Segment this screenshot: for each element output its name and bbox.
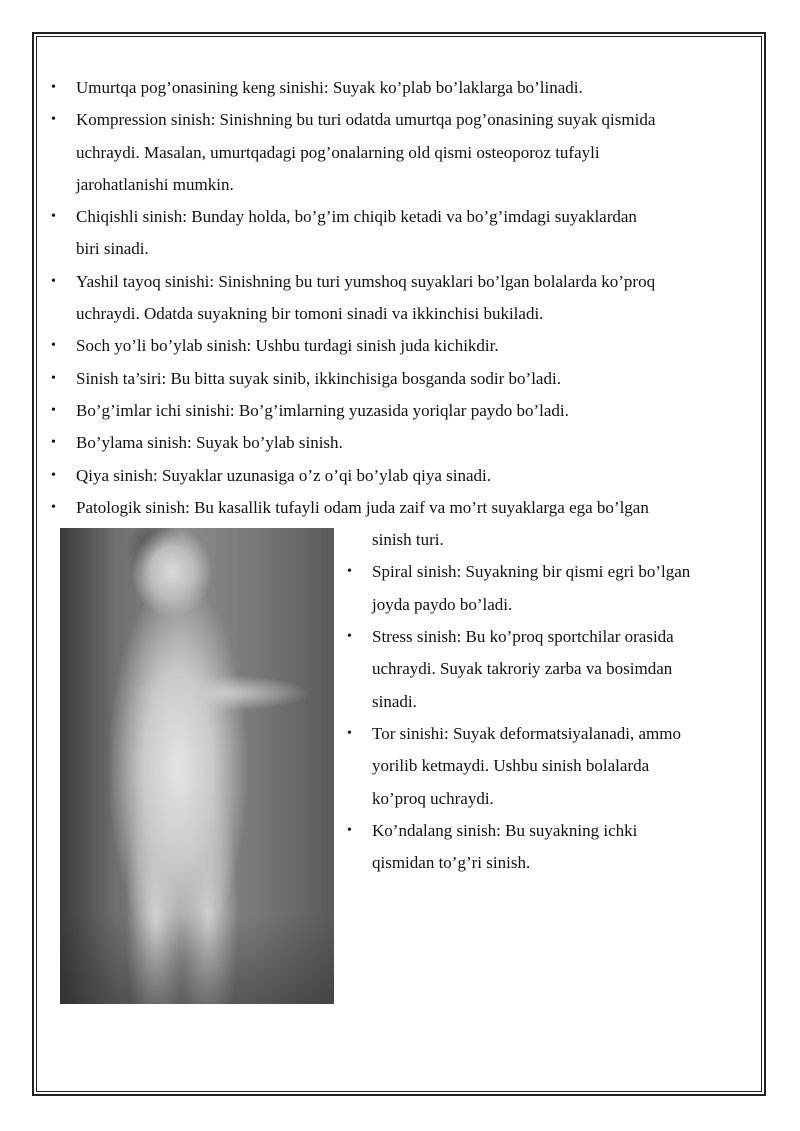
list-item-text: Spiral sinish: Suyakning bir qismi egri bo’lgan bbox=[372, 562, 691, 582]
list-item bbox=[48, 363, 738, 395]
list-item bbox=[48, 72, 738, 104]
list-item-text: biri sinadi. bbox=[76, 239, 149, 259]
side-fracture-list bbox=[344, 556, 738, 879]
list-item-text: Qiya sinish: Suyaklar uzunasiga o’z o’qi bo’ylab qiya sinadi. bbox=[76, 465, 491, 485]
fracture-types-list bbox=[48, 72, 738, 524]
list-item bbox=[48, 427, 738, 459]
bullet-icon: • bbox=[51, 80, 56, 95]
bullet-icon: • bbox=[51, 273, 56, 289]
list-item bbox=[48, 492, 738, 524]
list-item bbox=[48, 266, 738, 331]
bullet-icon: • bbox=[51, 435, 56, 451]
document-body bbox=[48, 72, 738, 1004]
list-item-text: uchraydi. Suyak takroriy zarba va bosimdan bbox=[372, 659, 673, 679]
list-item bbox=[344, 718, 738, 815]
child-photo bbox=[60, 528, 334, 1004]
list-item-text: Patologik sinish: Bu kasallik tufayli odam juda zaif va mo’rt suyaklarga ega bo’lgan bbox=[76, 497, 649, 517]
image-wrap-area bbox=[48, 524, 738, 1004]
list-item bbox=[48, 201, 738, 266]
list-item-text: Soch yo’li bo’ylab sinish: Ushbu turdagi sinish juda kichikdir. bbox=[76, 336, 499, 356]
bullet-icon: • bbox=[347, 564, 352, 580]
list-item bbox=[344, 621, 738, 718]
list-item bbox=[48, 104, 738, 201]
list-item-text: qismidan to’g’ri sinish. bbox=[372, 853, 531, 873]
bullet-icon: • bbox=[51, 338, 56, 354]
list-item-text: Sinish ta’siri: Bu bitta suyak sinib, ikkinchisiga bosganda sodir bo’ladi. bbox=[76, 368, 561, 388]
bullet-icon: • bbox=[347, 629, 352, 645]
bullet-icon: • bbox=[51, 209, 56, 225]
list-item-text: Ko’ndalang sinish: Bu suyakning ichki bbox=[372, 820, 638, 840]
list-item-text: Stress sinish: Bu ko’proq sportchilar orasida bbox=[372, 627, 674, 647]
bullet-icon: • bbox=[51, 499, 56, 515]
list-item-text: Chiqishli sinish: Bunday holda, bo’g’im chiqib ketadi va bo’g’imdagi suyaklardan bbox=[76, 207, 637, 227]
list-item bbox=[344, 556, 738, 621]
list-item-text: Umurtqa pog’onasining keng sinishi: Suyak ko’plab bo’laklarga bo’linadi. bbox=[76, 78, 583, 97]
list-item bbox=[344, 815, 738, 880]
list-item bbox=[48, 395, 738, 427]
list-item-text: uchraydi. Odatda suyakning bir tomoni sinadi va ikkinchisi bukiladi. bbox=[76, 304, 544, 324]
bullet-icon: • bbox=[347, 822, 352, 838]
bullet-icon: • bbox=[347, 725, 352, 741]
list-item-text: ko’proq uchraydi. bbox=[372, 788, 494, 808]
bullet-icon: • bbox=[51, 402, 56, 418]
bullet-icon: • bbox=[51, 370, 56, 386]
list-item-text: Bo’ylama sinish: Suyak bo’ylab sinish. bbox=[76, 433, 343, 453]
list-item-text: jarohatlanishi mumkin. bbox=[76, 174, 234, 194]
list-item-text: sinadi. bbox=[372, 691, 417, 711]
list-item-text: joyda paydo bo’ladi. bbox=[372, 594, 513, 614]
list-item-text: uchraydi. Masalan, umurtqadagi pog’onalarning old qismi osteoporoz tufayli bbox=[76, 142, 600, 162]
bullet-icon: • bbox=[51, 467, 56, 483]
list-item bbox=[48, 460, 738, 492]
side-text-column bbox=[344, 524, 738, 879]
bullet-icon: • bbox=[51, 112, 56, 128]
list-item-text: Bo’g’imlar ichi sinishi: Bo’g’imlarning yuzasida yoriqlar paydo bo’ladi. bbox=[76, 400, 569, 420]
list-item-text: Tor sinishi: Suyak deformatsiyalanadi, ammo bbox=[372, 723, 682, 743]
list-item-text: Kompression sinish: Sinishning bu turi odatda umurtqa pog’onasining suyak qismida bbox=[76, 110, 656, 130]
list-item-text: Yashil tayoq sinishi: Sinishning bu turi yumshoq suyaklari bo’lgan bolalarda ko’proq bbox=[76, 271, 656, 291]
list-item bbox=[48, 330, 738, 362]
list-item-continuation: sinish turi. bbox=[372, 530, 444, 550]
list-item-text: yorilib ketmaydi. Ushbu sinish bolalarda bbox=[372, 756, 650, 776]
